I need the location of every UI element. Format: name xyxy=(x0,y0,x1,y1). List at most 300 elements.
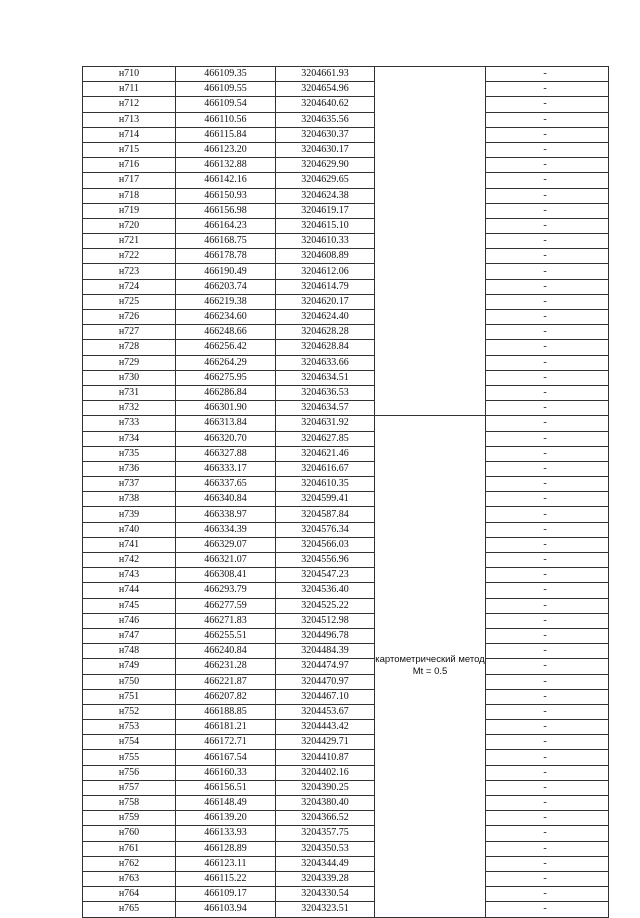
y-coordinate-cell: 3204640.62 xyxy=(276,97,375,112)
error-cell xyxy=(486,416,609,431)
table-row xyxy=(83,401,609,416)
table-row xyxy=(83,492,609,507)
error-cell xyxy=(486,613,609,628)
point-name-cell: н719 xyxy=(83,203,176,218)
y-coordinate-cell: 3204612.06 xyxy=(276,264,375,279)
table-row xyxy=(83,796,609,811)
table-row xyxy=(83,127,609,142)
error-cell xyxy=(486,856,609,871)
x-coordinate-cell: 466142.16 xyxy=(176,173,276,188)
x-coordinate-cell: 466115.84 xyxy=(176,127,276,142)
point-name-cell: н720 xyxy=(83,218,176,233)
error-value: - xyxy=(543,144,547,156)
error-value: - xyxy=(543,812,547,824)
y-coordinate-cell: 3204615.10 xyxy=(276,218,375,233)
table-row xyxy=(83,674,609,689)
error-value: - xyxy=(543,159,547,171)
y-coordinate-cell: 3204484.39 xyxy=(276,644,375,659)
y-coordinate-cell: 3204610.33 xyxy=(276,234,375,249)
table-row xyxy=(83,310,609,325)
table-row xyxy=(83,385,609,400)
point-name-cell: н753 xyxy=(83,720,176,735)
table-row xyxy=(83,97,609,112)
error-value: - xyxy=(543,432,547,444)
error-value: - xyxy=(543,857,547,869)
error-value: - xyxy=(543,569,547,581)
point-name-cell: н746 xyxy=(83,613,176,628)
error-cell xyxy=(486,492,609,507)
table-row xyxy=(83,461,609,476)
table-row xyxy=(83,279,609,294)
table-row xyxy=(83,553,609,568)
x-coordinate-cell: 466167.54 xyxy=(176,750,276,765)
error-cell xyxy=(486,279,609,294)
x-coordinate-cell: 466248.66 xyxy=(176,325,276,340)
x-coordinate-cell: 466301.90 xyxy=(176,401,276,416)
y-coordinate-cell: 3204624.38 xyxy=(276,188,375,203)
x-coordinate-cell: 466221.87 xyxy=(176,674,276,689)
y-coordinate-cell: 3204556.96 xyxy=(276,553,375,568)
point-name-cell: н751 xyxy=(83,689,176,704)
error-value: - xyxy=(543,888,547,900)
error-cell xyxy=(486,461,609,476)
point-name-cell: н730 xyxy=(83,370,176,385)
point-name-cell: н733 xyxy=(83,416,176,431)
y-coordinate-cell: 3204474.97 xyxy=(276,659,375,674)
table-row xyxy=(83,659,609,674)
error-value: - xyxy=(543,204,547,216)
y-coordinate-cell: 3204624.40 xyxy=(276,310,375,325)
point-name-cell: н741 xyxy=(83,537,176,552)
error-cell xyxy=(486,188,609,203)
error-cell xyxy=(486,659,609,674)
table-row xyxy=(83,750,609,765)
x-coordinate-cell: 466150.93 xyxy=(176,188,276,203)
point-name-cell: н718 xyxy=(83,188,176,203)
y-coordinate-cell: 3204634.51 xyxy=(276,370,375,385)
y-coordinate-cell: 3204443.42 xyxy=(276,720,375,735)
table-row xyxy=(83,370,609,385)
error-value: - xyxy=(543,113,547,125)
table-row xyxy=(83,325,609,340)
y-coordinate-cell: 3204536.40 xyxy=(276,583,375,598)
point-name-cell: н749 xyxy=(83,659,176,674)
point-name-cell: н725 xyxy=(83,294,176,309)
y-coordinate-cell: 3204470.97 xyxy=(276,674,375,689)
point-name-cell: н729 xyxy=(83,355,176,370)
x-coordinate-cell: 466188.85 xyxy=(176,704,276,719)
x-coordinate-cell: 466321.07 xyxy=(176,553,276,568)
point-name-cell: н736 xyxy=(83,461,176,476)
point-name-cell: н721 xyxy=(83,234,176,249)
y-coordinate-cell: 3204525.22 xyxy=(276,598,375,613)
table-row xyxy=(83,811,609,826)
table-row xyxy=(83,158,609,173)
coordinates-table-body xyxy=(83,67,609,918)
error-cell xyxy=(486,249,609,264)
table-row xyxy=(83,112,609,127)
error-value: - xyxy=(543,356,547,368)
y-coordinate-cell: 3204630.37 xyxy=(276,127,375,142)
error-cell xyxy=(486,704,609,719)
error-cell xyxy=(486,142,609,157)
y-coordinate-cell: 3204630.17 xyxy=(276,142,375,157)
error-cell xyxy=(486,568,609,583)
table-row xyxy=(83,522,609,537)
error-cell xyxy=(486,82,609,97)
y-coordinate-cell: 3204608.89 xyxy=(276,249,375,264)
error-cell xyxy=(486,537,609,552)
point-name-cell: н717 xyxy=(83,173,176,188)
x-coordinate-cell: 466128.89 xyxy=(176,841,276,856)
point-name-cell: н754 xyxy=(83,735,176,750)
point-name-cell: н735 xyxy=(83,446,176,461)
y-coordinate-cell: 3204330.54 xyxy=(276,887,375,902)
x-coordinate-cell: 466327.88 xyxy=(176,446,276,461)
y-coordinate-cell: 3204576.34 xyxy=(276,522,375,537)
x-coordinate-cell: 466256.42 xyxy=(176,340,276,355)
y-coordinate-cell: 3204633.66 xyxy=(276,355,375,370)
point-name-cell: н714 xyxy=(83,127,176,142)
y-coordinate-cell: 3204512.98 xyxy=(276,613,375,628)
table-row xyxy=(83,689,609,704)
point-name-cell: н765 xyxy=(83,902,176,917)
table-row xyxy=(83,249,609,264)
error-cell xyxy=(486,401,609,416)
x-coordinate-cell: 466109.55 xyxy=(176,82,276,97)
y-coordinate-cell: 3204496.78 xyxy=(276,628,375,643)
coordinates-table xyxy=(82,66,609,918)
x-coordinate-cell: 466160.33 xyxy=(176,765,276,780)
x-coordinate-cell: 466286.84 xyxy=(176,385,276,400)
x-coordinate-cell: 466132.88 xyxy=(176,158,276,173)
table-row xyxy=(83,234,609,249)
table-row xyxy=(83,613,609,628)
error-cell xyxy=(486,355,609,370)
x-coordinate-cell: 466110.56 xyxy=(176,112,276,127)
y-coordinate-cell: 3204344.49 xyxy=(276,856,375,871)
error-value: - xyxy=(543,219,547,231)
table-row xyxy=(83,583,609,598)
point-name-cell: н763 xyxy=(83,871,176,886)
error-cell xyxy=(486,522,609,537)
point-name-cell: н734 xyxy=(83,431,176,446)
error-value: - xyxy=(543,538,547,550)
error-cell xyxy=(486,644,609,659)
error-cell xyxy=(486,720,609,735)
y-coordinate-cell: 3204547.23 xyxy=(276,568,375,583)
table-row xyxy=(83,720,609,735)
point-name-cell: н747 xyxy=(83,628,176,643)
x-coordinate-cell: 466329.07 xyxy=(176,537,276,552)
error-value: - xyxy=(543,630,547,642)
table-row xyxy=(83,704,609,719)
error-cell xyxy=(486,750,609,765)
point-name-cell: н758 xyxy=(83,796,176,811)
table-row xyxy=(83,628,609,643)
error-value: - xyxy=(543,645,547,657)
y-coordinate-cell: 3204429.71 xyxy=(276,735,375,750)
error-value: - xyxy=(543,280,547,292)
error-cell xyxy=(486,674,609,689)
error-value: - xyxy=(543,341,547,353)
y-coordinate-cell: 3204357.75 xyxy=(276,826,375,841)
error-cell xyxy=(486,127,609,142)
error-cell xyxy=(486,431,609,446)
table-row xyxy=(83,82,609,97)
table-row xyxy=(83,735,609,750)
y-coordinate-cell: 3204323.51 xyxy=(276,902,375,917)
error-cell xyxy=(486,477,609,492)
point-name-cell: н750 xyxy=(83,674,176,689)
x-coordinate-cell: 466148.49 xyxy=(176,796,276,811)
y-coordinate-cell: 3204614.79 xyxy=(276,279,375,294)
error-cell xyxy=(486,218,609,233)
table-row xyxy=(83,537,609,552)
x-coordinate-cell: 466168.75 xyxy=(176,234,276,249)
error-cell xyxy=(486,841,609,856)
point-name-cell: н716 xyxy=(83,158,176,173)
error-value: - xyxy=(543,797,547,809)
error-value: - xyxy=(543,721,547,733)
table-row xyxy=(83,902,609,917)
x-coordinate-cell: 466277.59 xyxy=(176,598,276,613)
error-cell xyxy=(486,97,609,112)
x-coordinate-cell: 466123.11 xyxy=(176,856,276,871)
table-row xyxy=(83,856,609,871)
x-coordinate-cell: 466123.20 xyxy=(176,142,276,157)
error-cell xyxy=(486,887,609,902)
error-value: - xyxy=(543,599,547,611)
point-name-cell: н755 xyxy=(83,750,176,765)
table-row xyxy=(83,765,609,780)
x-coordinate-cell: 466181.21 xyxy=(176,720,276,735)
method-cell: картометрический метод Mt = 0.5 xyxy=(375,416,486,917)
table-row xyxy=(83,477,609,492)
error-cell xyxy=(486,294,609,309)
y-coordinate-cell: 3204629.90 xyxy=(276,158,375,173)
y-coordinate-cell: 3204635.56 xyxy=(276,112,375,127)
y-coordinate-cell: 3204661.93 xyxy=(276,67,375,82)
error-value: - xyxy=(543,781,547,793)
error-value: - xyxy=(543,523,547,535)
point-name-cell: н722 xyxy=(83,249,176,264)
y-coordinate-cell: 3204410.87 xyxy=(276,750,375,765)
x-coordinate-cell: 466178.78 xyxy=(176,249,276,264)
x-coordinate-cell: 466115.22 xyxy=(176,871,276,886)
error-cell xyxy=(486,446,609,461)
point-name-cell: н745 xyxy=(83,598,176,613)
point-name-cell: н764 xyxy=(83,887,176,902)
x-coordinate-cell: 466190.49 xyxy=(176,264,276,279)
error-value: - xyxy=(543,736,547,748)
table-row xyxy=(83,644,609,659)
error-value: - xyxy=(543,83,547,95)
y-coordinate-cell: 3204616.67 xyxy=(276,461,375,476)
x-coordinate-cell: 466313.84 xyxy=(176,416,276,431)
x-coordinate-cell: 466156.98 xyxy=(176,203,276,218)
table-row xyxy=(83,841,609,856)
point-name-cell: н710 xyxy=(83,67,176,82)
error-cell xyxy=(486,158,609,173)
x-coordinate-cell: 466231.28 xyxy=(176,659,276,674)
error-value: - xyxy=(543,326,547,338)
x-coordinate-cell: 466172.71 xyxy=(176,735,276,750)
y-coordinate-cell: 3204619.17 xyxy=(276,203,375,218)
error-cell xyxy=(486,310,609,325)
error-value: - xyxy=(543,614,547,626)
table-row xyxy=(83,780,609,795)
point-name-cell: н759 xyxy=(83,811,176,826)
error-cell xyxy=(486,264,609,279)
table-row xyxy=(83,67,609,82)
y-coordinate-cell: 3204620.17 xyxy=(276,294,375,309)
error-cell xyxy=(486,871,609,886)
error-cell xyxy=(486,780,609,795)
point-name-cell: н724 xyxy=(83,279,176,294)
point-name-cell: н726 xyxy=(83,310,176,325)
error-cell xyxy=(486,553,609,568)
point-name-cell: н743 xyxy=(83,568,176,583)
x-coordinate-cell: 466234.60 xyxy=(176,310,276,325)
x-coordinate-cell: 466109.35 xyxy=(176,67,276,82)
x-coordinate-cell: 466340.84 xyxy=(176,492,276,507)
y-coordinate-cell: 3204380.40 xyxy=(276,796,375,811)
x-coordinate-cell: 466271.83 xyxy=(176,613,276,628)
y-coordinate-cell: 3204350.53 xyxy=(276,841,375,856)
error-value: - xyxy=(543,493,547,505)
error-value: - xyxy=(543,371,547,383)
point-name-cell: н732 xyxy=(83,401,176,416)
error-cell xyxy=(486,325,609,340)
table-row xyxy=(83,887,609,902)
x-coordinate-cell: 466203.74 xyxy=(176,279,276,294)
x-coordinate-cell: 466133.93 xyxy=(176,826,276,841)
error-value: - xyxy=(543,751,547,763)
error-value: - xyxy=(543,842,547,854)
y-coordinate-cell: 3204339.28 xyxy=(276,871,375,886)
error-value: - xyxy=(543,675,547,687)
error-value: - xyxy=(543,766,547,778)
x-coordinate-cell: 466109.54 xyxy=(176,97,276,112)
point-name-cell: н739 xyxy=(83,507,176,522)
x-coordinate-cell: 466219.38 xyxy=(176,294,276,309)
error-value: - xyxy=(543,189,547,201)
table-row xyxy=(83,826,609,841)
x-coordinate-cell: 466338.97 xyxy=(176,507,276,522)
x-coordinate-cell: 466255.51 xyxy=(176,628,276,643)
x-coordinate-cell: 466275.95 xyxy=(176,370,276,385)
y-coordinate-cell: 3204654.96 xyxy=(276,82,375,97)
point-name-cell: н715 xyxy=(83,142,176,157)
error-cell xyxy=(486,173,609,188)
error-value: - xyxy=(543,554,547,566)
table-row xyxy=(83,203,609,218)
error-value: - xyxy=(543,98,547,110)
x-coordinate-cell: 466334.39 xyxy=(176,522,276,537)
table-row xyxy=(83,431,609,446)
x-coordinate-cell: 466240.84 xyxy=(176,644,276,659)
point-name-cell: н756 xyxy=(83,765,176,780)
error-value: - xyxy=(543,128,547,140)
table-row xyxy=(83,416,609,431)
y-coordinate-cell: 3204629.65 xyxy=(276,173,375,188)
error-cell xyxy=(486,67,609,82)
error-value: - xyxy=(543,387,547,399)
table-row xyxy=(83,264,609,279)
y-coordinate-cell: 3204627.85 xyxy=(276,431,375,446)
error-cell xyxy=(486,628,609,643)
table-row xyxy=(83,340,609,355)
error-cell xyxy=(486,902,609,917)
error-cell xyxy=(486,370,609,385)
point-name-cell: н711 xyxy=(83,82,176,97)
y-coordinate-cell: 3204366.52 xyxy=(276,811,375,826)
error-value: - xyxy=(543,705,547,717)
table-row xyxy=(83,446,609,461)
point-name-cell: н728 xyxy=(83,340,176,355)
point-name-cell: н744 xyxy=(83,583,176,598)
x-coordinate-cell: 466308.41 xyxy=(176,568,276,583)
table-row xyxy=(83,568,609,583)
error-cell xyxy=(486,385,609,400)
method-cell-empty xyxy=(375,67,486,416)
y-coordinate-cell: 3204628.28 xyxy=(276,325,375,340)
error-value: - xyxy=(543,265,547,277)
table-row xyxy=(83,355,609,370)
table-row xyxy=(83,507,609,522)
y-coordinate-cell: 3204566.03 xyxy=(276,537,375,552)
error-cell xyxy=(486,234,609,249)
error-cell xyxy=(486,112,609,127)
point-name-cell: н713 xyxy=(83,112,176,127)
point-name-cell: н748 xyxy=(83,644,176,659)
y-coordinate-cell: 3204634.57 xyxy=(276,401,375,416)
point-name-cell: н761 xyxy=(83,841,176,856)
error-value: - xyxy=(543,174,547,186)
y-coordinate-cell: 3204587.84 xyxy=(276,507,375,522)
error-value: - xyxy=(543,402,547,414)
x-coordinate-cell: 466164.23 xyxy=(176,218,276,233)
x-coordinate-cell: 466337.65 xyxy=(176,477,276,492)
point-name-cell: н742 xyxy=(83,553,176,568)
error-value: - xyxy=(543,447,547,459)
x-coordinate-cell: 466320.70 xyxy=(176,431,276,446)
error-value: - xyxy=(543,903,547,915)
error-value: - xyxy=(543,584,547,596)
x-coordinate-cell: 466109.17 xyxy=(176,887,276,902)
point-name-cell: н752 xyxy=(83,704,176,719)
error-cell xyxy=(486,689,609,704)
table-row xyxy=(83,294,609,309)
table-row xyxy=(83,598,609,613)
error-cell xyxy=(486,598,609,613)
x-coordinate-cell: 466139.20 xyxy=(176,811,276,826)
error-value: - xyxy=(543,295,547,307)
table-row xyxy=(83,142,609,157)
error-value: - xyxy=(543,311,547,323)
error-cell xyxy=(486,811,609,826)
point-name-cell: н712 xyxy=(83,97,176,112)
error-value: - xyxy=(543,478,547,490)
table-row xyxy=(83,188,609,203)
point-name-cell: н760 xyxy=(83,826,176,841)
y-coordinate-cell: 3204599.41 xyxy=(276,492,375,507)
x-coordinate-cell: 466333.17 xyxy=(176,461,276,476)
point-name-cell: н727 xyxy=(83,325,176,340)
error-value: - xyxy=(543,690,547,702)
table-row xyxy=(83,173,609,188)
